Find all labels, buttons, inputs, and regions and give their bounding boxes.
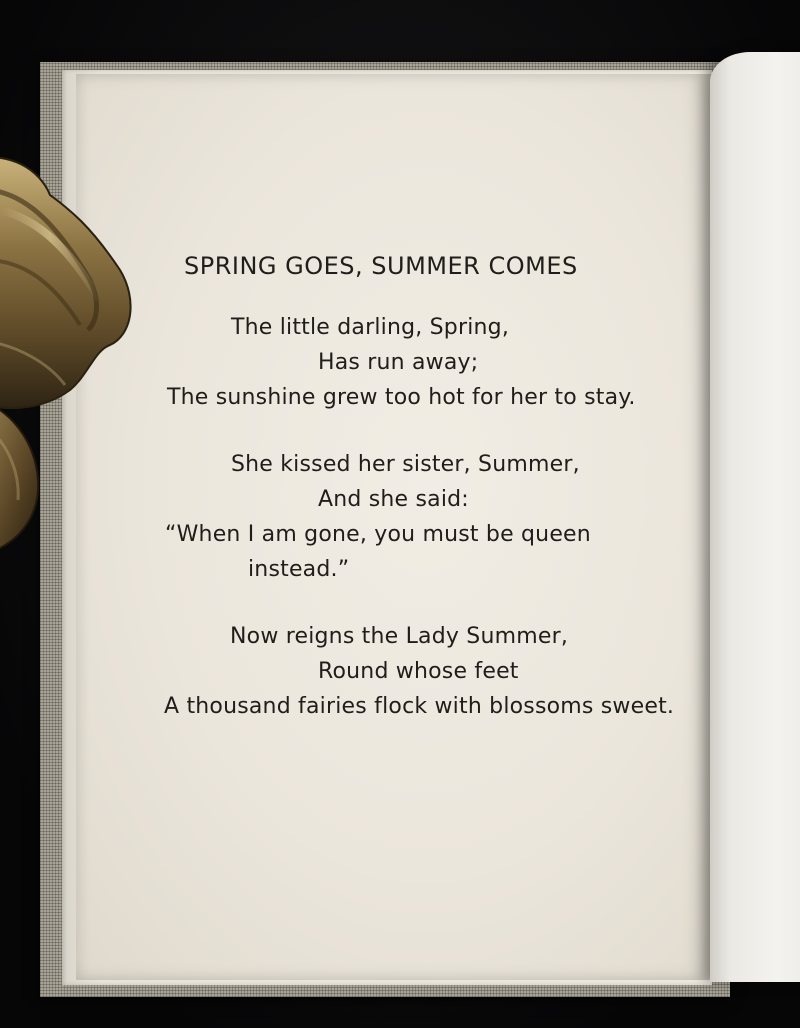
poem-line: Now reigns the Lady Summer, xyxy=(230,624,569,649)
poem-title: SPRING GOES, SUMMER COMES xyxy=(184,252,578,280)
poem-line: “When I am gone, you must be queen xyxy=(165,522,591,547)
poem-line: The sunshine grew too hot for her to stay. xyxy=(167,385,636,410)
poem-line: Round whose feet xyxy=(318,659,519,684)
poem-line: A thousand fairies flock with blossoms sweet. xyxy=(164,694,675,719)
poem-line: She kissed her sister, Summer, xyxy=(231,452,580,477)
poem-line: instead.” xyxy=(248,557,350,582)
poem-line: And she said: xyxy=(318,487,469,512)
poem-line: Has run away; xyxy=(318,350,479,375)
poem-line: The little darling, Spring, xyxy=(231,315,510,340)
